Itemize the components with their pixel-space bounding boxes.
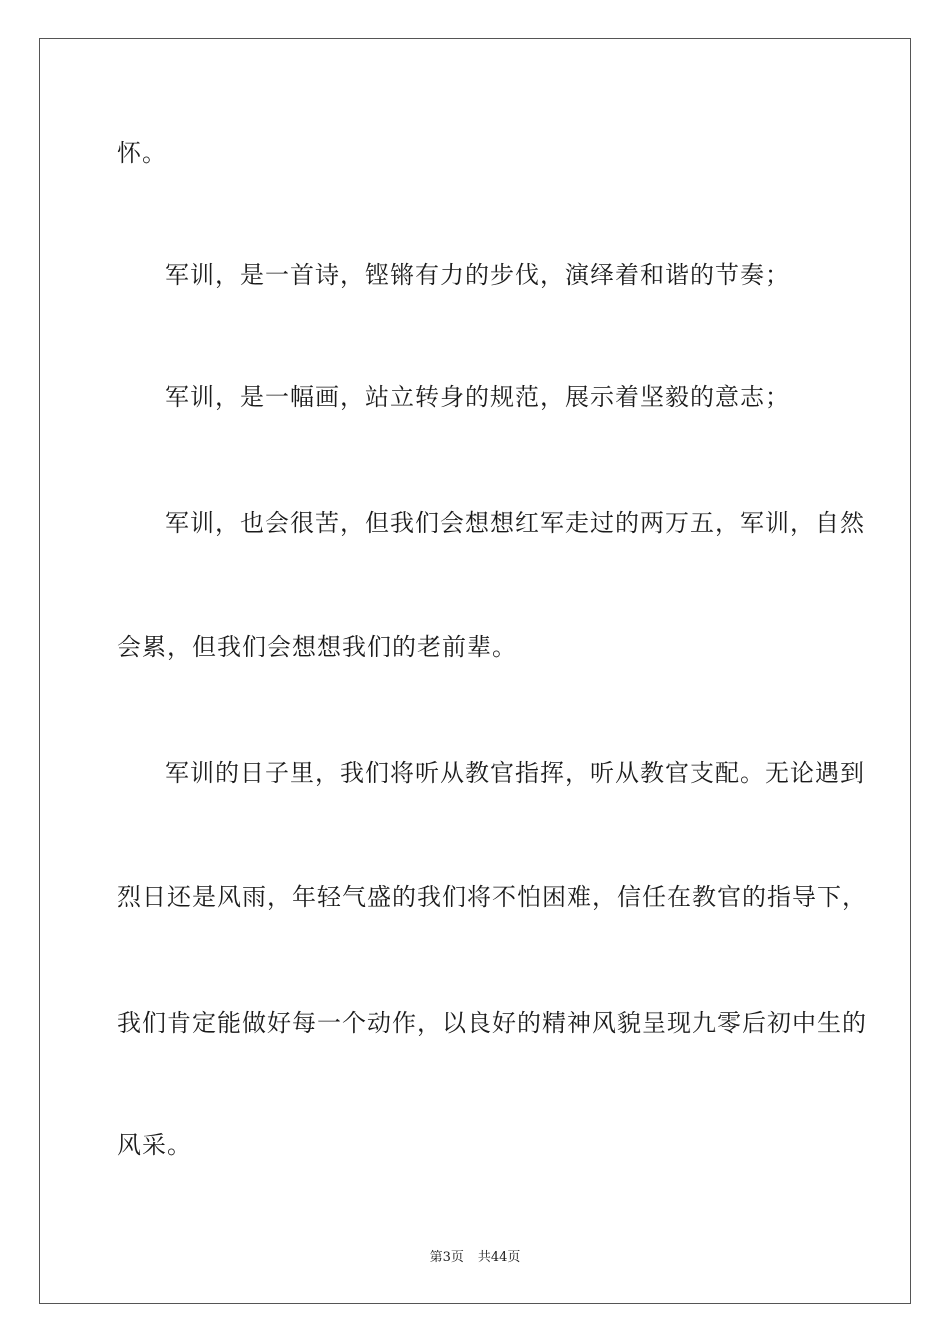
- paragraph-line: 我们肯定能做好每一个动作，以良好的精神风貌呈现九零后初中生的: [117, 1009, 867, 1037]
- paragraph-line: 军训，是一首诗，铿锵有力的步伐，演绎着和谐的节奏；: [165, 261, 790, 289]
- paragraph-line: 风采。: [117, 1131, 192, 1159]
- page-footer: [0, 1250, 950, 1266]
- paragraph-line: 军训，是一幅画，站立转身的规范，展示着坚毅的意志；: [165, 383, 790, 411]
- page-total: 共44页: [477, 1250, 521, 1265]
- paragraph-line: 烈日还是风雨，年轻气盛的我们将不怕困难，信任在教官的指导下，: [117, 883, 867, 911]
- paragraph-line: 军训，也会很苦，但我们会想想红军走过的两万五，军训，自然: [165, 509, 865, 537]
- paragraph-line: 会累，但我们会想想我们的老前辈。: [117, 633, 517, 661]
- paragraph-line: 怀。: [117, 139, 167, 167]
- page-border: [39, 38, 911, 1304]
- paragraph-line: 军训的日子里，我们将听从教官指挥，听从教官支配。无论遇到: [165, 759, 865, 787]
- page-number: 第3页: [429, 1250, 464, 1265]
